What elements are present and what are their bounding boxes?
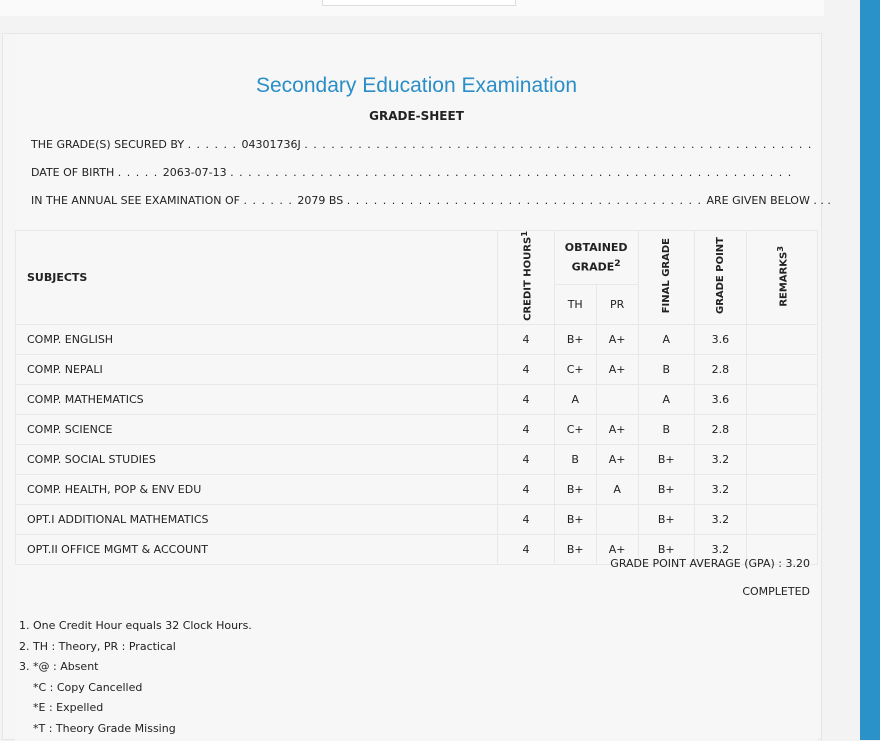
footnote: 1. One Credit Hour equals 32 Clock Hours.	[19, 619, 252, 632]
page-subtitle: GRADE-SHEET	[369, 109, 464, 123]
subject-cell: COMP. NEPALI	[16, 354, 498, 384]
final-grade-cell: B+	[638, 534, 695, 564]
remarks-cell	[746, 324, 817, 354]
credit-cell: 4	[498, 444, 555, 474]
exam-label: IN THE ANNUAL SEE EXAMINATION OF	[31, 194, 240, 207]
remarks-cell	[746, 444, 817, 474]
remarks-cell	[746, 504, 817, 534]
table-row	[16, 354, 818, 384]
exam-line: IN THE ANNUAL SEE EXAMINATION OF . . . . . . 2079 BS . . . . . . . . . . . . . . . . . . . . . . . . . . . . . . . . . . . . . . . . ARE GIVEN BELOW . . .	[31, 194, 831, 207]
final-grade-cell: B	[638, 354, 695, 384]
credit-cell: 4	[498, 324, 555, 354]
side-scroll-strip	[860, 0, 880, 740]
credit-cell: 4	[498, 354, 555, 384]
subject-cell: COMP. SOCIAL STUDIES	[16, 444, 498, 474]
credit-cell: 4	[498, 384, 555, 414]
grade-point-cell: 2.8	[695, 414, 747, 444]
footnote: 3. *@ : Absent	[19, 660, 99, 673]
grade-table	[15, 230, 818, 565]
secured-by-line: THE GRADE(S) SECURED BY . . . . . . 04301736J . . . . . . . . . . . . . . . . . . . . . . . . . . . . . . . . . . . . . . . . . . . . . . . . . . . . . . . . .	[31, 138, 813, 151]
remarks-cell	[746, 384, 817, 414]
credit-cell: 4	[498, 504, 555, 534]
pr-grade-cell: A+	[596, 534, 638, 564]
grade-point-cell: 3.2	[695, 504, 747, 534]
dob-value: 2063-07-13	[162, 166, 227, 179]
secured-by-value: 04301736J	[241, 138, 301, 151]
pr-grade-cell: A+	[596, 324, 638, 354]
page-title: Secondary Education Examination	[255, 74, 578, 97]
subject-cell: COMP. ENGLISH	[16, 324, 498, 354]
grade-sheet-card	[2, 33, 831, 740]
th-grade-cell: C+	[554, 354, 596, 384]
exam-value: 2079 BS	[297, 194, 344, 207]
col-credit: CREDIT HOURS$^1$	[498, 231, 555, 325]
th-grade-cell: B+	[554, 504, 596, 534]
grade-point-cell: 3.6	[695, 324, 747, 354]
gpa-value: GRADE POINT AVERAGE (GPA) : 3.20	[610, 557, 810, 570]
col-pr: PR	[596, 285, 638, 325]
credit-cell: 4	[498, 414, 555, 444]
subject-cell: OPT.II OFFICE MGMT & ACCOUNT	[16, 534, 498, 564]
table-row	[16, 384, 818, 414]
subject-cell: COMP. SCIENCE	[16, 414, 498, 444]
final-grade-cell: A	[638, 324, 695, 354]
remarks-cell	[746, 414, 817, 444]
footnote: 2. TH : Theory, PR : Practical	[19, 639, 176, 653]
grade-point-cell: 2.8	[695, 354, 747, 384]
th-grade-cell: B+	[554, 324, 596, 354]
pr-grade-cell: A+	[596, 354, 638, 384]
pr-grade-cell	[596, 384, 638, 414]
credit-cell: 4	[498, 534, 555, 564]
pr-grade-cell: A	[596, 474, 638, 504]
grade-point-cell: 3.6	[695, 384, 747, 414]
credit-cell: 4	[498, 474, 555, 504]
secured-by-label: THE GRADE(S) SECURED BY	[31, 138, 185, 151]
final-grade-cell: B+	[638, 444, 695, 474]
final-grade-cell: B	[638, 414, 695, 444]
dob-label: DATE OF BIRTH	[31, 166, 115, 179]
th-grade-cell: B+	[554, 474, 596, 504]
footnote: *E : Expelled	[33, 701, 104, 714]
table-row	[16, 444, 818, 474]
table-row	[16, 324, 818, 354]
remarks-cell	[746, 474, 817, 504]
subject-cell: COMP. HEALTH, POP & ENV EDU	[16, 474, 498, 504]
col-final: FINAL GRADE	[638, 231, 695, 325]
table-row	[16, 474, 818, 504]
th-grade-cell: B	[554, 444, 596, 474]
result-status: COMPLETED	[742, 585, 810, 598]
final-grade-cell: A	[638, 384, 695, 414]
pr-grade-cell: A+	[596, 444, 638, 474]
pr-grade-cell: A+	[596, 414, 638, 444]
subject-cell: COMP. MATHEMATICS	[16, 384, 498, 414]
table-row	[16, 504, 818, 534]
th-grade-cell: B+	[554, 534, 596, 564]
top-search-box[interactable]	[322, 0, 516, 6]
grade-point-cell: 3.2	[695, 534, 747, 564]
grade-point-cell: 3.2	[695, 474, 747, 504]
th-grade-cell: C+	[554, 414, 596, 444]
remarks-cell	[746, 354, 817, 384]
final-grade-cell: B+	[638, 504, 695, 534]
col-subjects: SUBJECTS	[16, 231, 498, 325]
table-row	[16, 414, 818, 444]
subject-cell: OPT.I ADDITIONAL MATHEMATICS	[16, 504, 498, 534]
col-th: TH	[554, 285, 596, 325]
footnote: *T : Theory Grade Missing	[33, 721, 176, 735]
dob-line: DATE OF BIRTH . . . . . 2063-07-13 . . . . . . . . . . . . . . . . . . . . . . . . . . . . . . . . . . . . . . . . . . . . . . . . . . . . . . . . . . . . . . .	[31, 166, 793, 179]
grade-point-cell: 3.2	[695, 444, 747, 474]
footnotes	[19, 616, 252, 739]
grade-sheet-body	[15, 34, 831, 741]
col-point: GRADE POINT	[695, 231, 747, 325]
footnote: *C : Copy Cancelled	[33, 680, 143, 694]
exam-suffix: ARE GIVEN BELOW . . .	[706, 194, 831, 207]
pr-grade-cell	[596, 504, 638, 534]
col-remarks: REMARKS$^3$	[746, 231, 817, 325]
final-grade-cell: B+	[638, 474, 695, 504]
col-obtained: OBTAINED GRADE$^2$	[554, 231, 638, 285]
th-grade-cell: A	[554, 384, 596, 414]
